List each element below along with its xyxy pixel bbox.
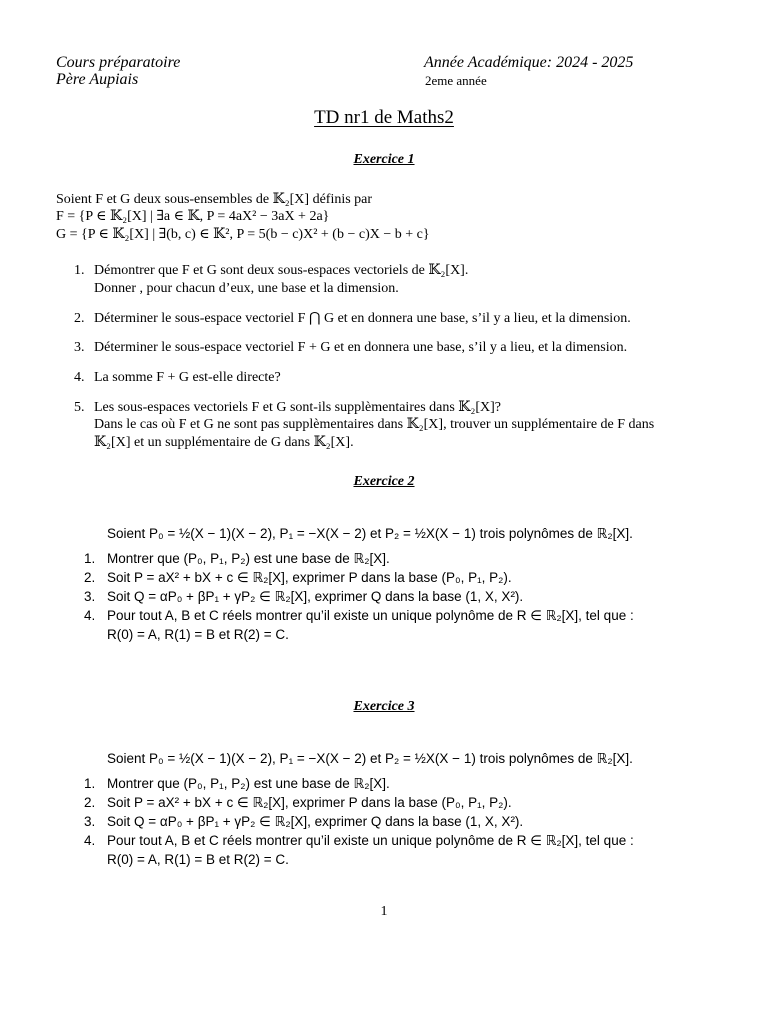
ex2-intro: Soient P₀ = ½(X − 1)(X − 2), P₁ = −X(X − 2) et P₂ = ½X(X − 1) trois polynômes de ℝ₂[X]. <box>107 526 633 541</box>
ex3-item-4-line-1: Pour tout A, B et C réels montrer qu’il existe un unique polynôme de R ∈ ℝ₂[X], tel que : <box>107 833 634 848</box>
course-label: Cours préparatoire <box>56 54 181 71</box>
ex3-item-number: 3. <box>84 814 96 829</box>
ex1-item-number: 2. <box>74 311 85 326</box>
ex3-item-number: 1. <box>84 776 96 791</box>
exercise-1-title: Exercice 1 <box>353 152 415 167</box>
ex1-item-3-line-1: Déterminer le sous-espace vectoriel F + G et en donnera une base, s’il y a lieu, et la dimension. <box>94 340 628 355</box>
ex1-item-1-line-1: Démontrer que F et G sont deux sous-espaces vectoriels de 𝕂₂[X]. <box>94 263 469 278</box>
ex1-item-5-line-3: 𝕂₂[X] et un supplémentaire de G dans 𝕂₂[X]. <box>94 435 354 450</box>
ex2-item-number: 4. <box>84 608 96 623</box>
ex1-item-1-line-2: Donner , pour chacun d’eux, une base et la dimension. <box>94 281 399 296</box>
ex3-intro: Soient P₀ = ½(X − 1)(X − 2), P₁ = −X(X − 2) et P₂ = ½X(X − 1) trois polynômes de ℝ₂[X]. <box>107 751 633 766</box>
page-title-text: TD nr1 de Maths2 <box>314 107 454 128</box>
ex3-item-number: 4. <box>84 833 96 848</box>
ex2-item-4-line-1: Pour tout A, B et C réels montrer qu’il existe un unique polynôme de R ∈ ℝ₂[X], tel que : <box>107 608 634 623</box>
ex2-item-number: 3. <box>84 589 96 604</box>
ex2-item-number: 2. <box>84 570 96 585</box>
ex3-item-1: Montrer que (P₀, P₁, P₂) est une base de ℝ₂[X]. <box>107 776 390 791</box>
class-level: 2eme année <box>425 73 487 88</box>
academic-year: Année Académique: 2024 - 2025 <box>424 54 634 71</box>
ex2-item-2: Soit P = aX² + bX + c ∈ ℝ₂[X], exprimer P dans la base (P₀, P₁, P₂). <box>107 570 512 585</box>
ex1-item-5-line-1: Les sous-espaces vectoriels F et G sont-ils supplèmentaires dans 𝕂₂[X]? <box>94 400 502 415</box>
exercise-3-title: Exercice 3 <box>353 699 415 714</box>
ex3-item-4-line-2: R(0) = A, R(1) = B et R(2) = C. <box>107 852 289 867</box>
exercise-2-title: Exercice 2 <box>353 474 415 489</box>
ex1-item-number: 3. <box>74 340 85 355</box>
ex2-item-1: Montrer que (P₀, P₁, P₂) est une base de ℝ₂[X]. <box>107 551 390 566</box>
ex1-item-number: 5. <box>74 400 85 415</box>
ex1-item-5-line-2: Dans le cas où F et G ne sont pas supplèmentaires dans 𝕂₂[X], trouver un supplémentaire de F dans <box>94 417 655 432</box>
ex3-item-2: Soit P = aX² + bX + c ∈ ℝ₂[X], exprimer P dans la base (P₀, P₁, P₂). <box>107 795 512 810</box>
ex2-item-4-line-2: R(0) = A, R(1) = B et R(2) = C. <box>107 627 289 642</box>
ex3-item-3: Soit Q = αP₀ + βP₁ + γP₂ ∈ ℝ₂[X], exprimer Q dans la base (1, X, X²). <box>107 814 524 829</box>
page-title <box>0 107 768 129</box>
ex3-item-number: 2. <box>84 795 96 810</box>
ex1-item-2-line-1: Déterminer le sous-espace vectoriel F ⋂ G et en donnera une base, s’il y a lieu, et la dimension. <box>94 311 631 326</box>
ex1-set-g-definition: G = {P ∈ 𝕂₂[X] | ∃(b, c) ∈ 𝕂², P = 5(b − c)X² + (b − c)X − b + c} <box>56 227 430 242</box>
page-number: 1 <box>380 904 388 919</box>
ex2-item-3: Soit Q = αP₀ + βP₁ + γP₂ ∈ ℝ₂[X], exprimer Q dans la base (1, X, X²). <box>107 589 524 604</box>
ex1-intro-line: Soient F et G deux sous-ensembles de 𝕂₂[X] définis par <box>56 192 373 207</box>
teacher-label: Père Aupiais <box>56 71 139 88</box>
ex2-item-number: 1. <box>84 551 96 566</box>
ex1-item-number: 1. <box>74 263 85 278</box>
ex1-item-number: 4. <box>74 370 85 385</box>
ex1-item-4-line-1: La somme F + G est-elle directe? <box>94 370 281 385</box>
ex1-set-f-definition: F = {P ∈ 𝕂₂[X] | ∃a ∈ 𝕂, P = 4aX² − 3aX + 2a} <box>56 209 330 224</box>
